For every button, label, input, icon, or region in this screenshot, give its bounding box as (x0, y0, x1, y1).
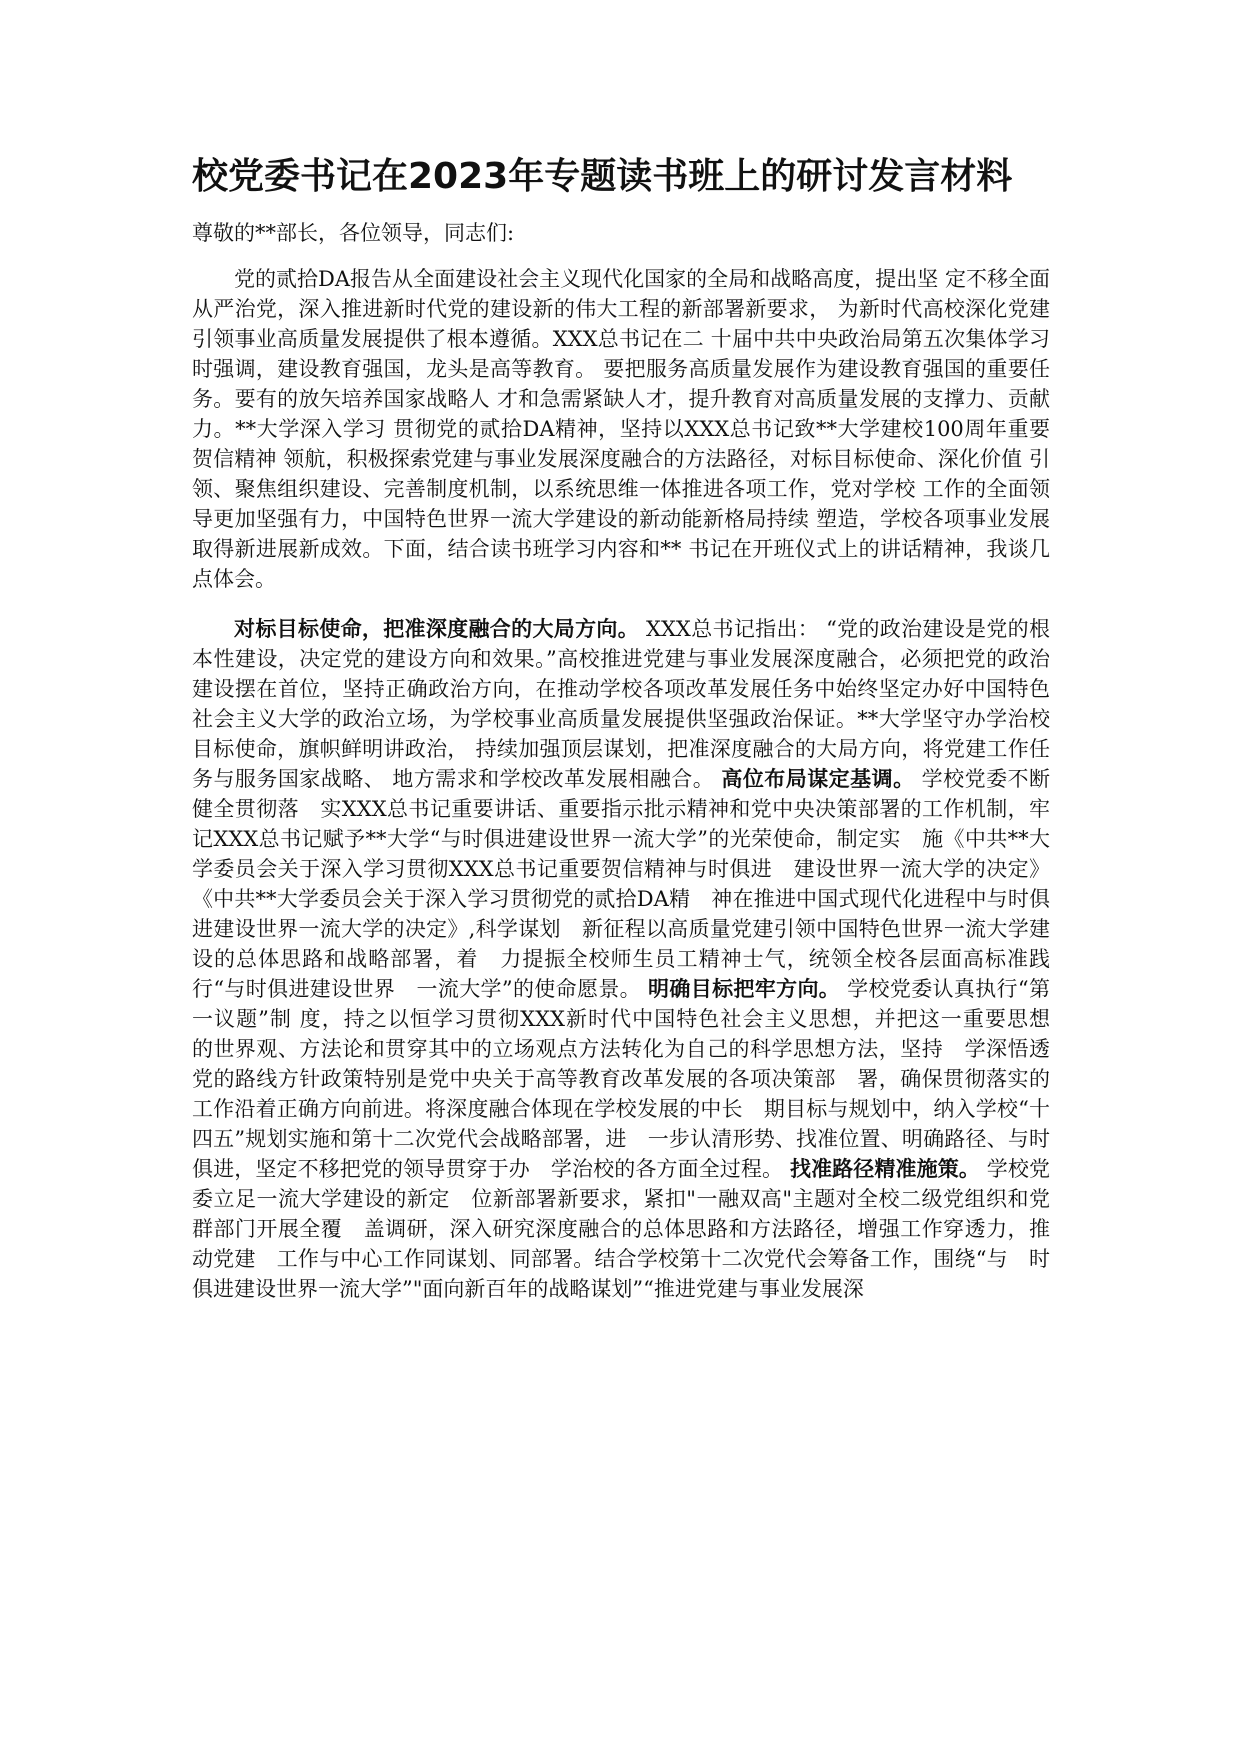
section-heading-2: 高位布局谋定基调。 (721, 767, 915, 791)
section-text-3: 学校党委认真执行“第一议题”制 度，持之以恒学习贯彻XXX新时代中国特色社会主义思想，并把这一重要思想 的世界观、方法论和贯穿其中的立场观点方法转化为自己的科学思想方法，坚持 学深悟透党的路线方针政策特别是党中央关于高等教育改革发展的各项决策部 署，确保贯彻落实的工作沿着正确方向前进。将深度融合体现在学校发展的中长 期目标与规划中，纳入学校“十四五”规划实施和第十二次党代会战略部署，进 一步认清形势、找准位置、明确路径、与时俱进，坚定不移把党的领导贯穿于办 学治校的各方面全过程。 (192, 977, 1071, 1181)
section-heading-4: 找准路径精准施策。 (789, 1157, 980, 1181)
salutation: 尊敬的**部长，各位领导，同志们: (192, 221, 515, 245)
paragraph-section-one (192, 614, 1071, 1304)
section-text-4: 学校党委立足一流大学建设的新定 位新部署新要求，紧扣"一融双高"主题对全校二级党组织和党群部门开展全覆 盖调研，深入研究深度融合的总体思路和方法路径，增强工作穿透力，推动党建 工作与中心工作同谋划、同部署。结合学校第十二次党代会筹备工作，围绕“与 时俱进建设世界一流大学”"面向新百年的战略谋划”“推进党建与事业发展深 (192, 1157, 1050, 1301)
document-title: 校党委书记在2023年专题读书班上的研讨发言材料 (192, 156, 1013, 197)
section-heading-3: 明确目标把牢方向。 (648, 977, 841, 1001)
paragraph-intro: 党的贰拾DA报告从全面建设社会主义现代化国家的全局和战略高度，提出坚 定不移全面从严治党，深入推进新时代党的建设新的伟大工程的新部署新要求， 为新时代高校深化党建引领事业高质量发展提供了根本遵循。XXX总书记在二 十届中共中央政治局第五次集体学习时强调，建设教育强国，龙头是高等教育。 要把服务高质量发展作为建设教育强国的重要任务。要有的放矢培养国家战略人 才和急需紧缺人才，提升教育对高质量发展的支撑力、贡献力。**大学深入学习 贯彻党的贰拾DA精神，坚持以XXX总书记致**大学建校100周年重要贺信精神 领航，积极探索党建与事业发展深度融合的方法路径，对标目标使命、深化价值 引领、聚焦组织建设、完善制度机制，以系统思维一体推进各项工作，党对学校 工作的全面领导更加坚强有力，中国特色世界一流大学建设的新动能新格局持续 塑造，学校各项事业发展取得新进展新成效。下面，结合读书班学习内容和** 书记在开班仪式上的讲话精神，我谈几点体会。 (192, 267, 1050, 591)
document-page (192, 150, 1071, 1304)
section-text-2: 学校党委不断健全贯彻落 实XXX总书记重要讲话、重要指示批示精神和党中央决策部署的工作机制，牢 记XXX总书记赋予**大学“与时俱进建设世界一流大学”的光荣使命，制定实 施《中共**大学委员会关于深入学习贯彻XXX总书记重要贺信精神与时俱进 建设世界一流大学的决定》《中共**大学委员会关于深入学习贯彻党的贰拾DA精 神在推进中国式现代化进程中与时俱进建设世界一流大学的决定》,科学谋划 新征程以高质量党建引领中国特色世界一流大学建设的总体思路和战略部署，着 力提振全校师生员工精神士气，统领全校各层面高标准践行“与时俱进建设世界 一流大学”的使命愿景。 (192, 767, 1071, 1001)
section-text-1: XXX总书记指出： “党的政治建设是党的根本性建设，决定党的建设方向和效果。”高校推进党建与事业发展深度融合，必须把党的政治建设摆在首位，坚持正确政治方向，在推动学校各项改革发展任务中始终坚定办好中国特色社会主义大学的政治立场，为学校事业高质量发展提供坚强政治保证。**大学坚守办学治校目标使命，旗帜鲜明讲政治， 持续加强顶层谋划，把准深度融合的大局方向，将党建工作任务与服务国家战略、 地方需求和学校改革发展相融合。 (192, 617, 1050, 791)
section-heading-1: 对标目标使命，把准深度融合的大局方向。 (234, 617, 640, 641)
